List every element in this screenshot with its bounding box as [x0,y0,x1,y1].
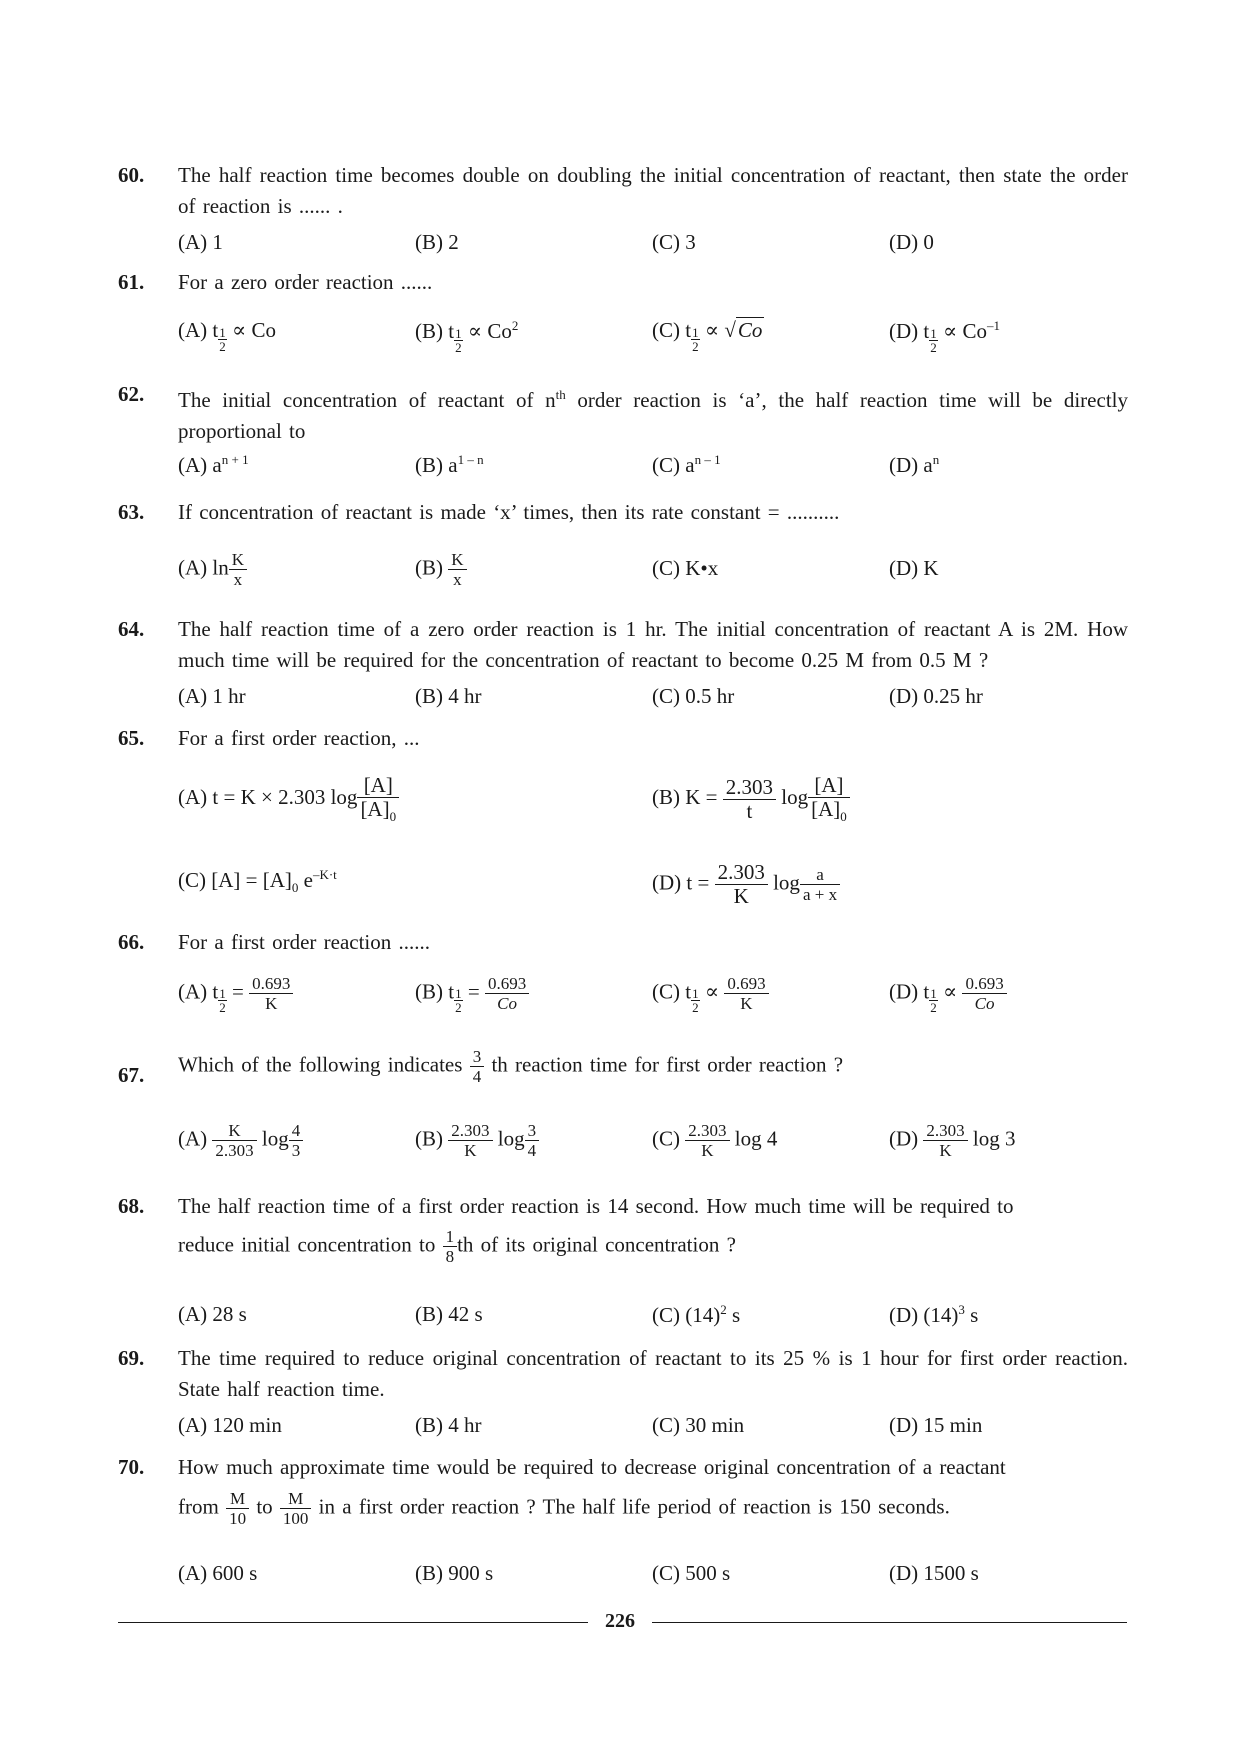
fraction: $\frac{[A]}{[A]_0}$ [808,774,850,824]
fraction: $\frac{3}{4}$ [470,1047,485,1086]
option-a[interactable]: (A) ln $\frac{K}{x}$ [178,550,247,589]
option-a[interactable]: (A) t $\frac{1}{2}$ ∝ Co [178,318,276,354]
fraction: $\frac{0.693}{Co}$ [962,974,1006,1013]
option-c[interactable]: (C) 0.5 hr [652,684,735,708]
fraction: $\frac{0.693}{K}$ [724,974,768,1013]
option-d[interactable]: (D) $\frac{2.303}{K}$ log 3 [889,1121,1016,1160]
fraction: $\frac{4}{3}$ [289,1121,304,1160]
fraction: $\frac{2.303}{K}$ [715,861,768,908]
half-fraction: $\frac{1}{2}$ [692,325,699,354]
fraction: $\frac{[A]}{[A]_0}$ [357,774,399,824]
question-text: For a first order reaction ...... [178,930,431,954]
option-d[interactable]: (D) $a^n$ [889,452,940,477]
option-c[interactable]: (C) t $\frac{1}{2}$ ∝ √Co [652,318,763,354]
option-c[interactable]: (C) $(14)^2$ s [652,1302,741,1327]
question-number: 63. [118,500,145,524]
option-b[interactable]: (B) 2 [415,230,459,254]
question-number: 60. [118,163,145,187]
fraction: $\frac{K}{x}$ [229,550,247,589]
sqrt-content: Co [737,318,763,342]
fraction: $\frac{3}{4}$ [525,1121,540,1160]
option-c[interactable]: (C) $[A] = [A]_0$ $e^{-K\cdot t}$ [178,867,337,896]
half-fraction: $\frac{1}{2}$ [219,325,226,354]
option-b[interactable]: (B) t $\frac{1}{2}$ = $\frac{0.693}{Co}$ [415,974,529,1014]
option-a[interactable]: (A) $a^{n + 1}$ [178,452,249,477]
options-row-2 [178,861,1128,921]
half-fraction: $\frac{1}{2}$ [455,986,462,1016]
question-number: 62. [118,382,145,406]
option-d[interactable]: (D) K [889,556,939,580]
fraction: $\frac{2.303}{K}$ [923,1121,967,1160]
option-b[interactable]: (B) $\frac{K}{x}$ [415,550,467,589]
question-text: The half reaction time becomes double on doubling the initial concentration of reactant, then state the order of reaction is ...... . [178,163,1128,218]
question-number: 61. [118,270,145,294]
options [178,1121,1128,1176]
fraction: $\frac{2.303}{K}$ [685,1121,729,1160]
options [178,230,1128,270]
question-number: 65. [118,726,145,750]
option-d[interactable]: (D) 1500 s [889,1561,979,1585]
fraction: $\frac{K}{x}$ [448,550,466,589]
option-d[interactable]: (D) 15 min [889,1413,983,1437]
question-number: 66. [118,930,145,954]
question-text: If concentration of reactant is made ‘x’ times, then its rate constant = .......... [178,500,840,524]
option-c[interactable]: (C) 30 min [652,1413,745,1437]
options [178,318,1128,358]
fraction: $\frac{1}{8}$ [443,1227,458,1266]
option-a[interactable]: (A) 1 hr [178,684,246,708]
option-a[interactable]: (A) t = K × 2.303 log $\frac{[A]}{[A]_0}$ [178,774,399,824]
option-b[interactable]: (B) 900 s [415,1561,494,1585]
option-b[interactable]: (B) 42 s [415,1302,483,1326]
question-text: For a first order reaction, ... [178,726,420,750]
option-a[interactable]: (A) $\frac{K}{2.303}$ log $\frac{4}{3}$ [178,1121,303,1160]
option-b[interactable]: (B) K = $\frac{2.303}{t}$ log $\frac{[A]}{[A]_0}$ [652,774,850,824]
half-fraction: $\frac{1}{2}$ [930,326,937,355]
question-text: Which of the following indicates $\frac{3}{4}$ th reaction time for first order reaction ? [178,1047,844,1086]
question-text-line-1: The half reaction time of a first order reaction is 14 second. How much time will be required to [178,1194,1014,1218]
question-number: 67. [118,1063,145,1087]
question-number: 69. [118,1346,145,1370]
option-d[interactable]: (D) t = $\frac{2.303}{K}$ log $\frac{a}{a + x}$ [652,861,840,908]
options [178,1561,1128,1601]
option-c[interactable]: (C) 500 s [652,1561,731,1585]
options [178,550,1128,590]
option-d[interactable]: (D) 0 [889,230,934,254]
options [178,1413,1128,1453]
fraction: $\frac{0.693}{K}$ [249,974,293,1013]
options [178,974,1128,1029]
option-b[interactable]: (B) $\frac{2.303}{K}$ log $\frac{3}{4}$ [415,1121,539,1160]
option-b[interactable]: (B) 4 hr [415,684,482,708]
footer-rule-right [652,1622,1127,1623]
options [178,684,1128,724]
option-c[interactable]: (C) t $\frac{1}{2}$ ∝ $\frac{0.693}{K}$ [652,974,769,1014]
half-fraction: $\frac{1}{2}$ [219,986,226,1016]
question-text-line-2: from $\frac{M}{10}$ to $\frac{M}{100}$ in a first order reaction ? The half life period of reaction is 150 seconds. [178,1489,950,1528]
fraction: $\frac{K}{2.303}$ [212,1121,256,1160]
option-c[interactable]: (C) 3 [652,230,696,254]
option-d[interactable]: (D) 0.25 hr [889,684,983,708]
page-number: 226 [605,1610,635,1632]
question-text: The half reaction time of a zero order reaction is 1 hr. The initial concentration of reactant A is 2M. How much time will be required for the concentration of reactant to become 0.25 M from 0.5 M ? [178,617,1128,672]
option-b[interactable]: (B) t $\frac{1}{2}$ ∝ Co$^2$ [415,318,519,355]
question-text: The time required to reduce original concentration of reactant to its 25 % is 1 hour for first order reaction. State half reaction time. [178,1346,1128,1401]
half-fraction: $\frac{1}{2}$ [692,986,699,1016]
question-text: For a zero order reaction ...... [178,270,433,294]
fraction: $\frac{a}{a + x}$ [800,865,840,904]
fraction: $\frac{0.693}{Co}$ [485,974,529,1013]
fraction: $\frac{2.303}{t}$ [723,776,776,823]
option-c[interactable]: (C) $\frac{2.303}{K}$ log 4 [652,1121,778,1160]
fraction: $\frac{2.303}{K}$ [448,1121,492,1160]
option-a[interactable]: (A) 28 s [178,1302,247,1326]
option-a[interactable]: (A) 600 s [178,1561,258,1585]
fraction: $\frac{M}{100}$ [280,1489,312,1528]
question-number: 68. [118,1194,145,1218]
sqrt-sign: √ [724,318,736,342]
option-a[interactable]: (A) t $\frac{1}{2}$ = $\frac{0.693}{K}$ [178,974,293,1014]
footer-rule-left [118,1622,588,1623]
option-d[interactable]: (D) t $\frac{1}{2}$ ∝ $\frac{0.693}{Co}$ [889,974,1007,1014]
option-b[interactable]: (B) 4 hr [415,1413,482,1437]
option-d[interactable]: (D) $(14)^3$ s [889,1302,979,1327]
question-text: The initial concentration of reactant of $n^{th}$ order reaction is ‘a’, the half reaction time will be directly proportional to [178,387,1128,443]
option-c[interactable]: (C) $a^{n - 1}$ [652,452,721,477]
question-text-line-2: reduce initial concentration to $\frac{1}{8}$ th of its original concentration ? [178,1227,736,1266]
option-a[interactable]: (A) 120 min [178,1413,282,1437]
options-row-1 [178,774,1128,834]
options [178,1302,1128,1342]
option-d[interactable]: (D) t $\frac{1}{2}$ ∝ $Co^{-1}$ [889,318,1000,355]
option-b[interactable]: (B) $a^{1 - n}$ [415,452,484,477]
half-fraction: $\frac{1}{2}$ [930,986,937,1016]
question-number: 64. [118,617,145,641]
options [178,452,1128,492]
option-a[interactable]: (A) 1 [178,230,223,254]
question-text-line-1: How much approximate time would be required to decrease original concentration of a reactant [178,1455,1006,1479]
question-number: 70. [118,1455,145,1479]
half-fraction: $\frac{1}{2}$ [455,326,462,355]
option-c[interactable]: (C) K•x [652,556,719,580]
fraction: $\frac{M}{10}$ [226,1489,249,1528]
